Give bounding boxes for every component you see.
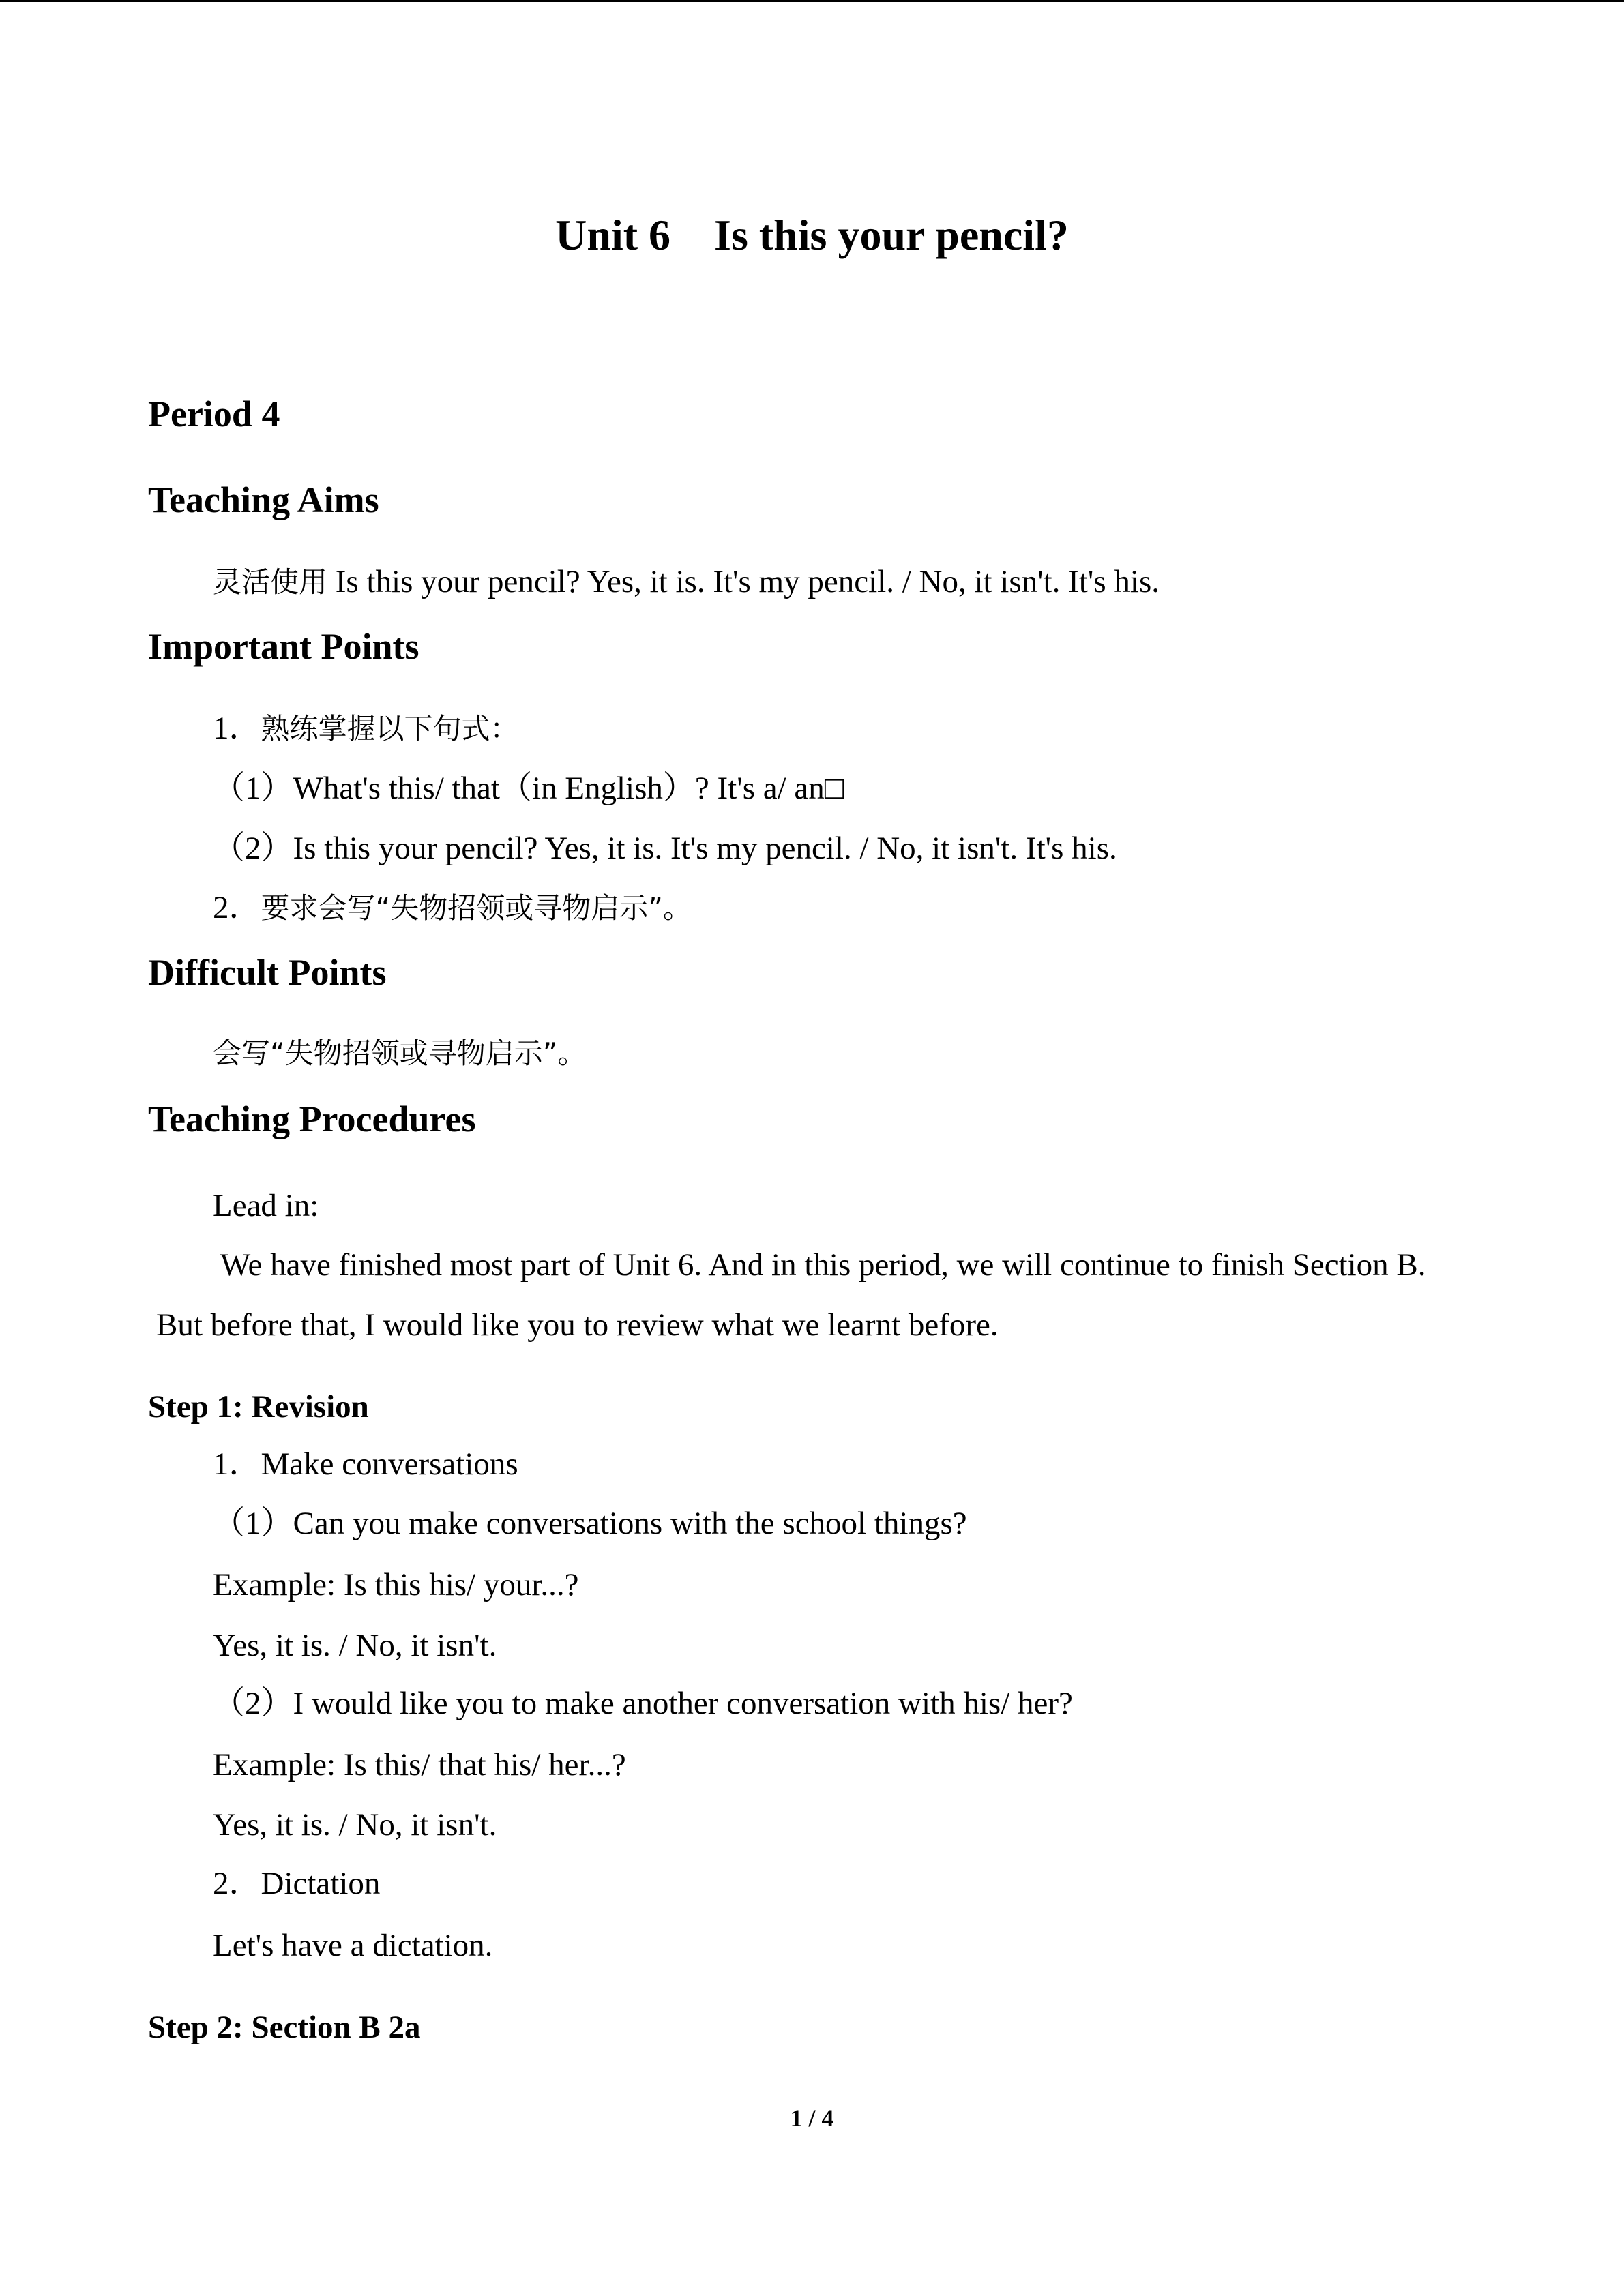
step1-answer-1: Yes, it is. / No, it isn't. <box>213 1628 497 1663</box>
important-sub-1-text: What's this/ that <box>293 771 500 806</box>
teaching-aims-english: Is this your pencil? Yes, it is. It's my pencil. / No, it isn't. It's his. <box>327 564 1160 599</box>
page-title: Unit 6 Is this your pencil? <box>555 211 1069 259</box>
step1-sub-2: （2）I would like you to make another conversation with his/ her? <box>213 1686 1073 1721</box>
important-sub-1-num: （1） <box>213 771 293 806</box>
step1-example-1: Example: Is this his/ your...? <box>213 1567 579 1602</box>
important-item-2-num: 2． <box>213 890 261 925</box>
important-item-1 <box>213 713 519 745</box>
lead-in-line-2: But before that, I would like you to review what we learnt before. <box>156 1307 999 1343</box>
step2-heading: Step 2: Section B 2a <box>148 2010 421 2045</box>
step1-item-1: 1．Make conversations <box>213 1446 518 1482</box>
lead-in-label: Lead in: <box>213 1188 319 1223</box>
important-points-heading: Important Points <box>148 626 419 667</box>
important-sub-1-paren-close: ） <box>662 771 695 806</box>
lead-in-line-1: We have finished most part of Unit 6. And in this period, we will continue to finish Section B. <box>213 1247 1426 1283</box>
important-item-2 <box>213 892 692 924</box>
important-sub-1 <box>213 773 844 805</box>
step1-sub-1: （1）Can you make conversations with the school things? <box>213 1506 967 1541</box>
important-sub-1-paren-open: （ <box>499 771 532 806</box>
step1-dictation: Let's have a dictation. <box>213 1928 493 1963</box>
important-item-1-num: 1． <box>213 711 261 746</box>
important-item-2-text: 要求会写“失物招领或寻物启示”。 <box>261 891 692 925</box>
difficult-points-heading: Difficult Points <box>148 952 387 993</box>
teaching-procedures-heading: Teaching Procedures <box>148 1099 476 1139</box>
period-heading: Period 4 <box>148 393 280 434</box>
important-sub-1-tail: ? It's a/ an□ <box>694 771 844 806</box>
step1-example-2: Example: Is this/ that his/ her...? <box>213 1747 626 1783</box>
important-sub-2-text: Is this your pencil? Yes, it is. It's my pencil. / No, it isn't. It's his. <box>293 831 1117 866</box>
teaching-aims-heading: Teaching Aims <box>148 479 379 520</box>
difficult-points-text: 会写“失物招领或寻物启示”。 <box>213 1037 587 1070</box>
important-sub-1-mid: in English <box>531 771 663 806</box>
teaching-aims-cjk: 灵活使用 <box>213 565 328 599</box>
important-sub-2 <box>213 833 1117 865</box>
teaching-aims-text <box>213 566 1160 598</box>
step1-heading: Step 1: Revision <box>148 1389 369 1425</box>
step1-item-2: 2．Dictation <box>213 1866 381 1901</box>
important-sub-2-num: （2） <box>213 831 293 866</box>
top-border-line <box>0 0 1624 2</box>
step1-answer-2: Yes, it is. / No, it isn't. <box>213 1807 497 1843</box>
important-item-1-text: 熟练掌握以下句式： <box>261 712 519 745</box>
page-number: 1 / 4 <box>790 2104 834 2132</box>
